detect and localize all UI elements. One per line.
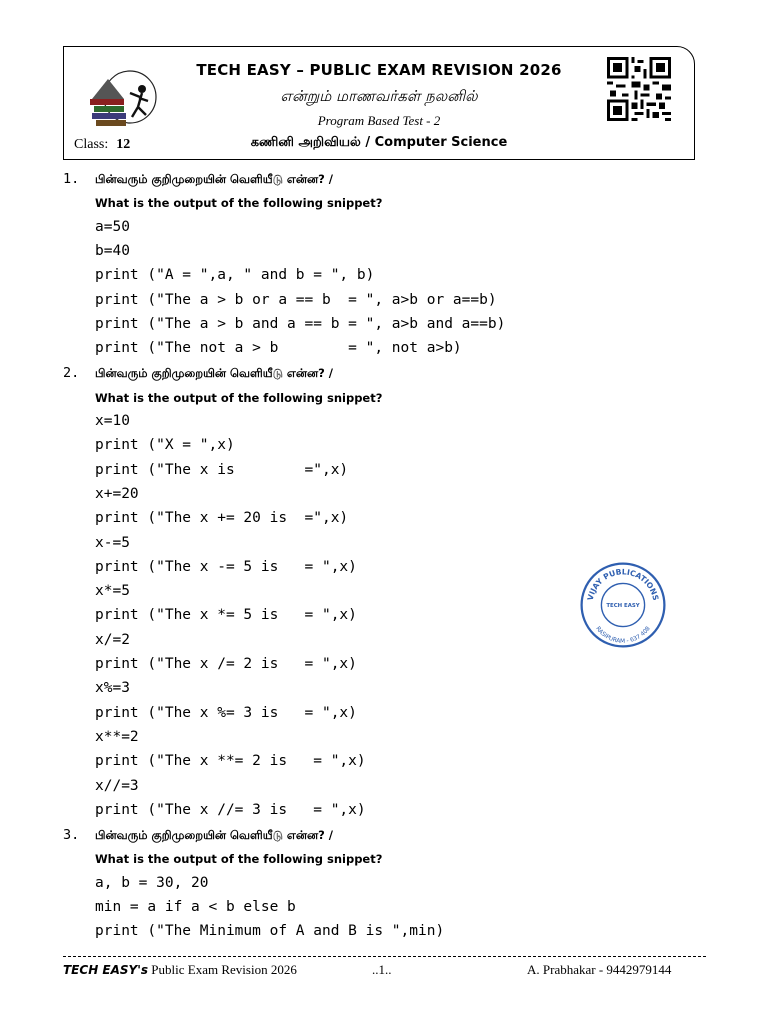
question-english-text: What is the output of the following snippet? <box>95 852 383 867</box>
code-line: x%=3 <box>95 680 130 697</box>
publisher-stamp <box>578 560 668 650</box>
code-line: print ("The x *= 5 is = ",x) <box>95 607 357 624</box>
code-line: x*=5 <box>95 583 130 600</box>
code-line: x/=2 <box>95 631 130 648</box>
stamp-top-text: VIJAY PUBLICATIONS <box>585 567 661 602</box>
code-line: print ("The a > b and a == b = ", a>b and a==b) <box>95 315 506 332</box>
header-subtitle: Program Based Test - 2 <box>317 113 441 128</box>
question-number: 2. <box>63 365 80 382</box>
code-line: print ("The x -= 5 is = ",x) <box>95 558 357 575</box>
question-tamil-text: பின்வரும் குறிமுறையின் வெளியீடு என்ன? / <box>95 366 333 381</box>
code-line: print ("The x //= 3 is = ",x) <box>95 801 366 818</box>
code-line: a=50 <box>95 218 130 235</box>
footer-text: Public Exam Revision 2026 <box>151 962 297 977</box>
code-line: x//=3 <box>95 777 139 794</box>
stamp-bottom-text: RASIPURAM - 637 408 <box>594 625 652 645</box>
code-line: print ("The not a > b = ", not a>b) <box>95 340 462 357</box>
page-number: ..1.. <box>372 962 392 977</box>
code-line: print ("The x **= 2 is = ",x) <box>95 753 366 770</box>
question-number: 3. <box>63 827 80 844</box>
code-line: min = a if a < b else b <box>95 899 296 915</box>
code-line: print ("The x %= 3 is = ",x) <box>95 704 357 721</box>
code-line: print ("The Minimum of A and B is ",min) <box>95 923 445 940</box>
code-line: print ("The x is =",x) <box>95 461 349 478</box>
question-english-text: What is the output of the following snippet? <box>95 196 383 211</box>
stamp-center-text: TECH EASY <box>606 602 640 609</box>
question-number: 1. <box>63 171 80 187</box>
header-box <box>63 46 695 160</box>
code-line: a, b = 30, 20 <box>95 874 209 891</box>
header-title: TECH EASY – PUBLIC EXAM REVISION 2026 <box>196 61 562 79</box>
class-value: 12 <box>116 137 131 152</box>
footer-author: A. Prabhakar - 9442979144 <box>527 962 672 977</box>
footer-divider <box>63 956 706 957</box>
code-line: x-=5 <box>95 534 130 551</box>
code-line: print ("X = ",x) <box>95 437 235 454</box>
code-line: x+=20 <box>95 485 139 502</box>
question-tamil-text: பின்வரும் குறிமுறையின் வெளியீடு என்ன? / <box>95 172 333 186</box>
code-line: b=40 <box>95 242 130 259</box>
code-line: print ("The a > b or a == b = ", a>b or a==b) <box>95 291 497 308</box>
footer-brand-name: TECH EASY's <box>63 963 149 977</box>
code-line: print ("A = ",a, " and b = ", b) <box>95 267 375 284</box>
class-label: Class: <box>74 137 109 152</box>
subject-line: கணினி அறிவியல் / Computer Science <box>250 135 508 150</box>
code-line: print ("The x += 20 is =",x) <box>95 510 349 527</box>
question-tamil-text: பின்வரும் குறிமுறையின் வெளியீடு என்ன? / <box>95 828 333 843</box>
code-line: x**=2 <box>95 728 139 745</box>
footer-brand <box>63 962 297 978</box>
qr-code-icon <box>607 57 671 121</box>
code-line: x=10 <box>95 413 130 429</box>
question-english-text: What is the output of the following snippet? <box>95 390 383 405</box>
header-tagline: என்றும் மாணவர்கள் நலனில் <box>280 87 478 105</box>
code-line: print ("The x /= 2 is = ",x) <box>95 656 357 672</box>
